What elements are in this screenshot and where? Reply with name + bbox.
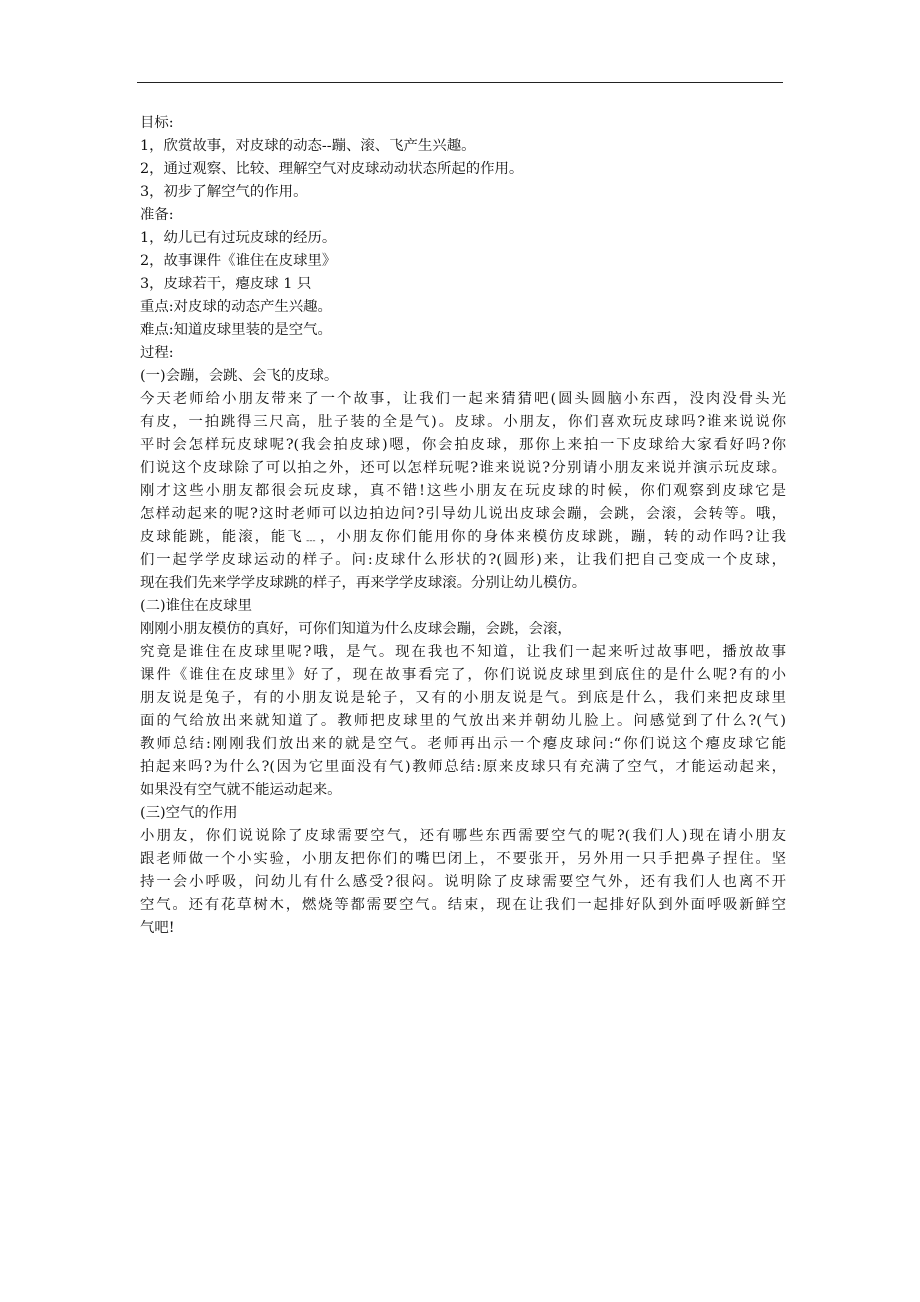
goal-heading: 目标: [140,115,174,131]
document-body [140,112,786,940]
section-title: (一)会蹦，会跳、会飞的皮球。 [140,368,339,384]
prep-heading: 准备: [140,207,174,223]
paragraph-line: 空气。还有花草树木，燃烧等都需要空气。结束，现在让我们一起排好队到外面呼吸新鲜空 [140,897,786,913]
paragraph-line: 课件《谁住在皮球里》好了，现在故事看完了，你们说说皮球里到底住的是什么呢?有的小 [140,667,786,683]
paragraph-line: 持一会小呼吸，问幼儿有什么感受?很闷。说明除了皮球需要空气外，还有我们人也离不开 [140,874,786,890]
section-paragraph [140,618,786,802]
prep-item: 3，皮球若干，瘪皮球 1 只 [140,276,312,292]
paragraph-line: 如果没有空气就不能运动起来。 [140,782,342,798]
paragraph-line: 现在我们先来学学皮球跳的样子，再来学学皮球滚。分别让幼儿模仿。 [140,575,587,591]
process-heading: 过程: [140,345,174,361]
paragraph-line: 气吧! [140,920,175,936]
difficulty: 难点:知道皮球里装的是空气。 [140,322,332,338]
paragraph-line: 小朋友，你们说说除了皮球需要空气，还有哪些东西需要空气的呢?(我们人)现在请小朋友 [140,828,786,844]
section-paragraph [140,825,786,940]
goal-item: 3，初步了解空气的作用。 [140,184,308,200]
paragraph-line: 朋友说是兔子，有的小朋友说是轮子，又有的小朋友说是气。到底是什么，我们来把皮球里 [140,690,786,706]
goal-item: 2，通过观察、比较、理解空气对皮球动动状态所起的作用。 [140,161,524,177]
paragraph-line: 教师总结:刚刚我们放出来的就是空气。老师再出示一个瘪皮球问:“你们说这个瘪皮球它能 [140,736,786,752]
goal-item: 1，欣赏故事，对皮球的动态--蹦、滚、飞产生兴趣。 [140,138,476,154]
paragraph-line: 们说这个皮球除了可以拍之外，还可以怎样玩呢?谁来说说?分别请小朋友来说并演示玩皮球。 [140,460,786,476]
paragraph-line: 拍起来吗?为什么?(因为它里面没有气)教师总结:原来皮球只有充满了空气，才能运动起来， [140,759,786,775]
paragraph-line: 刚刚小朋友模仿的真好，可你们知道为什么皮球会蹦，会跳，会滚， [140,621,572,637]
paragraph-line: 面的气给放出来就知道了。教师把皮球里的气放出来并朝幼儿脸上。问感觉到了什么?(气) [140,713,786,729]
paragraph-line: 跟老师做一个小实验，小朋友把你们的嘴巴闭上，不要张开，另外用一只手把鼻子捏住。坚 [140,851,786,867]
paragraph-line: 今天老师给小朋友带来了一个故事，让我们一起来猜猜吧(圆头圆脑小东西，没肉没骨头光 [140,391,786,407]
paragraph-line: 平时会怎样玩皮球呢?(我会拍皮球)嗯，你会拍皮球，那你上来拍一下皮球给大家看好吗?你 [140,437,786,453]
prep-item: 1，幼儿已有过玩皮球的经历。 [140,230,337,246]
paragraph-line: 们一起学学皮球运动的样子。问:皮球什么形状的?(圆形)来，让我们把自己变成一个皮球， [140,552,786,568]
paragraph-line: 刚才这些小朋友都很会玩皮球，真不错!这些小朋友在玩皮球的时候，你们观察到皮球它是 [140,483,786,499]
section-title: (二)谁住在皮球里 [140,598,252,614]
prep-item: 2，故事课件《谁住在皮球里》 [140,253,337,269]
header-rule [137,82,783,83]
paragraph-line: 有皮，一拍跳得三尺高，肚子装的全是气)。皮球。小朋友，你们喜欢玩皮球吗?谁来说说你 [140,414,786,430]
paragraph-line: 怎样动起来的呢?这时老师可以边拍边问?引导幼儿说出皮球会蹦，会跳，会滚，会转等。哦， [140,506,786,522]
section-paragraph [140,388,786,595]
key-point: 重点:对皮球的动态产生兴趣。 [140,299,332,315]
paragraph-line: 皮球能跳，能滚，能飞﹍，小朋友你们能用你的身体来模仿皮球跳，蹦，转的动作吗?让我 [140,529,786,545]
section-title: (三)空气的作用 [140,805,238,821]
paragraph-line: 究竟是谁住在皮球里呢?哦，是气。现在我也不知道，让我们一起来听过故事吧，播放故事 [140,644,786,660]
